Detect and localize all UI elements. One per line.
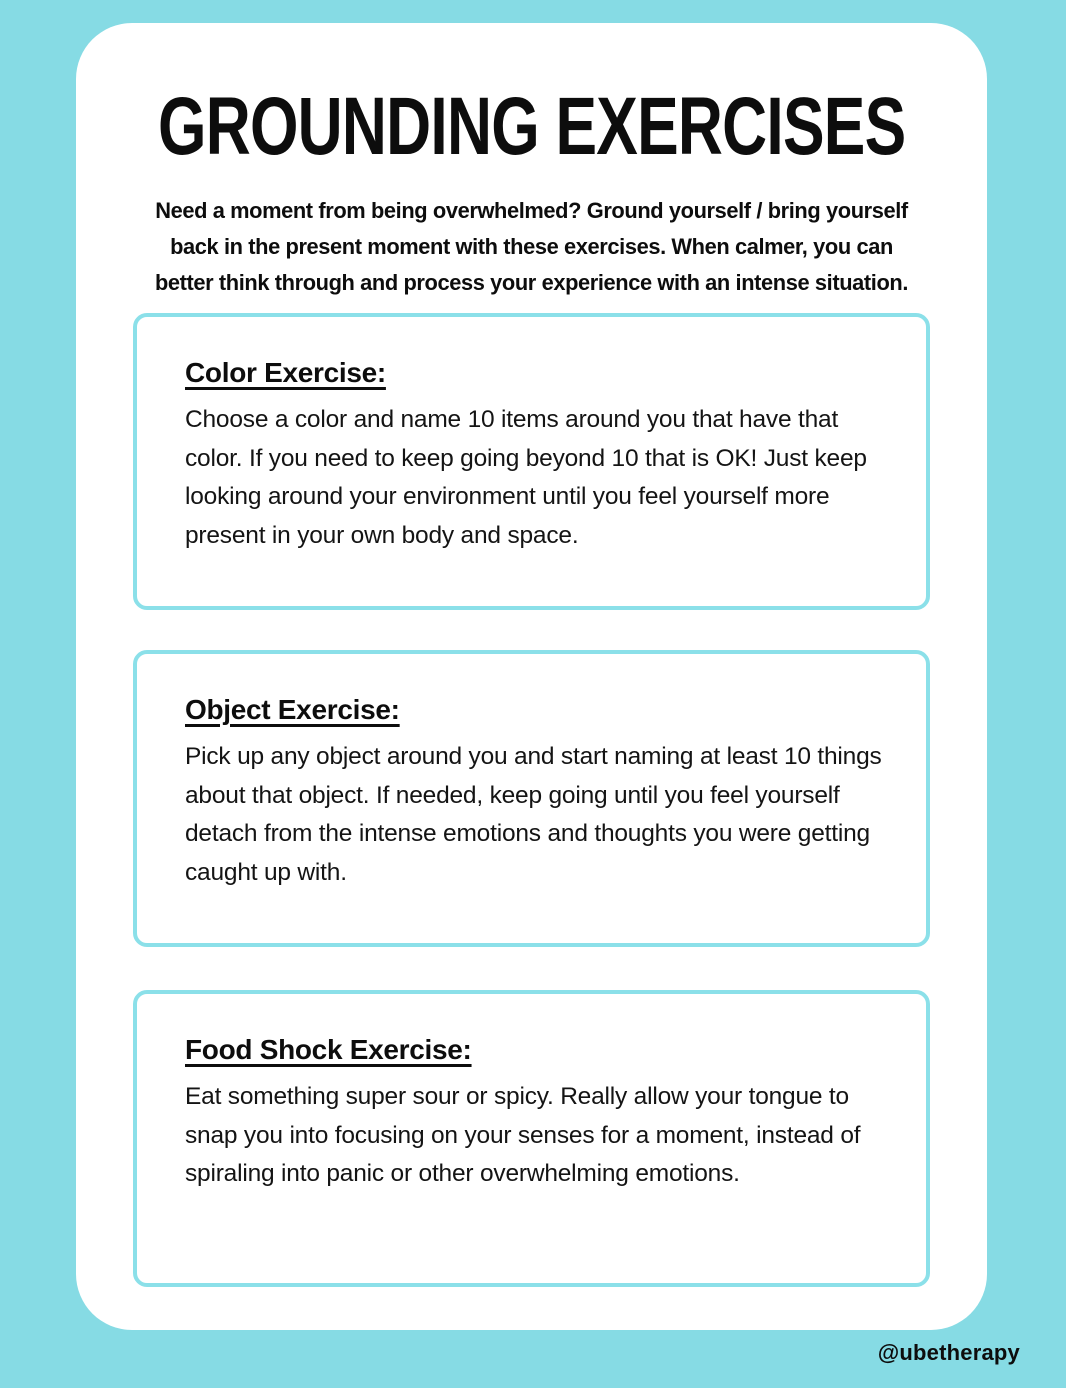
worksheet-card <box>76 23 987 1330</box>
exercise-box-color <box>133 313 930 610</box>
exercise-heading-object: Object Exercise: <box>185 694 400 725</box>
page-title: GROUNDING EXERCISES <box>157 81 906 172</box>
intro-text <box>90 193 974 301</box>
page-title-row <box>76 79 987 175</box>
exercise-heading-color: Color Exercise: <box>185 357 386 388</box>
exercise-body-food-shock: Eat something super sour or spicy. Really allow your tongue to snap you into focusing on your senses for a moment, instead of spiraling into panic or other overwhelming emotions. <box>185 1083 861 1187</box>
intro-line-1: Need a moment from being overwhelmed? Ground yourself / bring yourself <box>155 198 908 223</box>
exercise-body-object: Pick up any object around you and start naming at least 10 things about that object. If needed, keep going until you feel yourself detach from the intense emotions and thoughts you were getting caught up with. <box>185 743 882 886</box>
intro-line-2: back in the present moment with these exercises. When calmer, you can <box>170 234 893 259</box>
exercise-heading-food-shock: Food Shock Exercise: <box>185 1034 472 1065</box>
exercise-body-color: Choose a color and name 10 items around you that have that color. If you need to keep going beyond 10 that is OK! Just keep looking around your environment until you feel yourself more present in your own body and space. <box>185 406 867 549</box>
social-handle: @ubetherapy <box>877 1340 1020 1365</box>
exercise-box-food-shock <box>133 990 930 1287</box>
exercise-box-object <box>133 650 930 947</box>
intro-line-3: better think through and process your experience with an intense situation. <box>154 270 909 295</box>
